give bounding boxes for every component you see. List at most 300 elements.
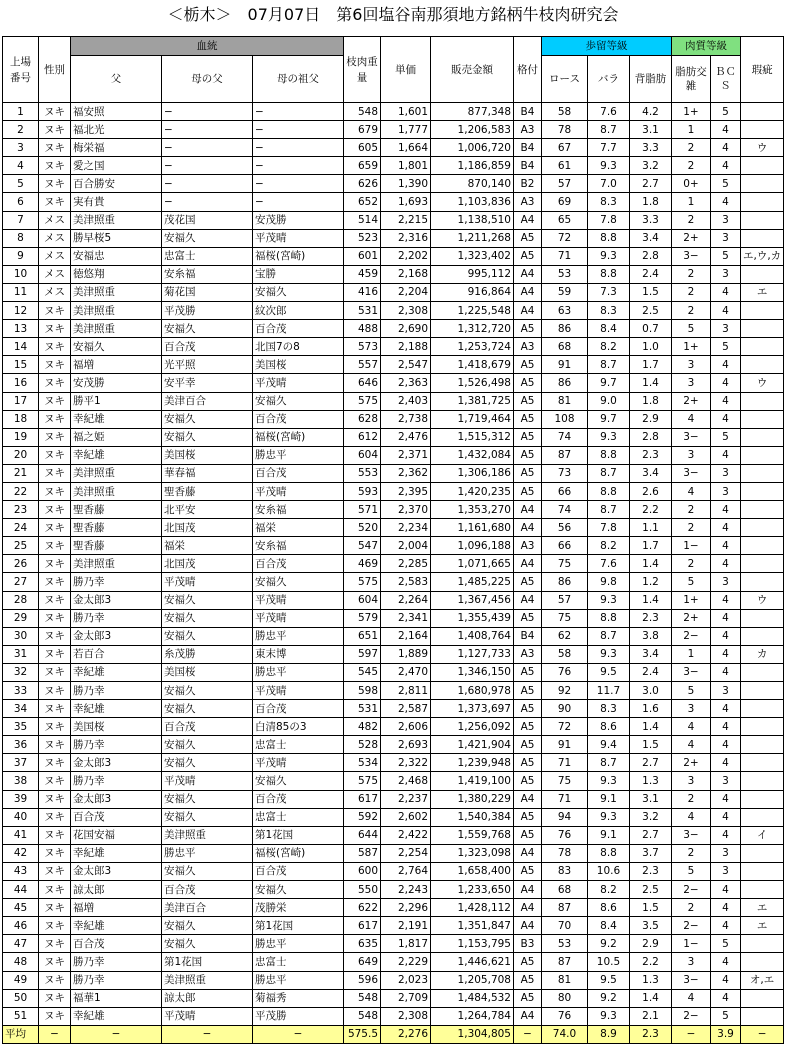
cell-dam-grandsire: 菊福秀: [253, 989, 344, 1007]
table-row: [3, 139, 784, 157]
cell-sales: 1,420,235: [431, 482, 514, 500]
cell-no: 16: [3, 374, 39, 392]
cell-marbling: 3: [672, 772, 711, 790]
cell-rib: 9.3: [588, 772, 630, 790]
cell-no: 39: [3, 790, 39, 808]
table-row: [3, 826, 784, 844]
cell-sire: 福之姫: [71, 428, 162, 446]
cell-marbling: 3: [672, 356, 711, 374]
cell-sire: 福安照: [71, 103, 162, 121]
col-header-grade: 格付: [514, 37, 542, 103]
cell-rib: 7.3: [588, 283, 630, 301]
cell-sex: ヌキ: [39, 374, 71, 392]
cell-backfat: 1.6: [630, 700, 672, 718]
cell-backfat: 1.5: [630, 899, 672, 917]
cell-weight: 523: [344, 229, 381, 247]
cell-weight: 598: [344, 682, 381, 700]
cell-rib: 10.6: [588, 862, 630, 880]
cell-unit-price: 2,243: [381, 881, 431, 899]
cell-marbling: 0+: [672, 175, 711, 193]
cell-grade: A5: [514, 392, 542, 410]
cell-loin: 90: [542, 700, 588, 718]
cell-unit-price: 2,602: [381, 808, 431, 826]
cell-sex: メス: [39, 229, 71, 247]
cell-backfat: 3.8: [630, 627, 672, 645]
cell-sire: 勝乃幸: [71, 573, 162, 591]
cell-marbling: 2: [672, 501, 711, 519]
cell-no: 51: [3, 1007, 39, 1025]
cell-bcs: 3: [711, 211, 741, 229]
cell-backfat: 1.3: [630, 772, 672, 790]
cell-backfat: 2.9: [630, 410, 672, 428]
cell-marbling: 4: [672, 989, 711, 1007]
cell-weight: 649: [344, 953, 381, 971]
cell-rib: 8.7: [588, 464, 630, 482]
cell-sales: 877,348: [431, 103, 514, 121]
cell-bcs: 5: [711, 1007, 741, 1025]
cell-sex: ヌキ: [39, 338, 71, 356]
cell-bcs: 4: [711, 700, 741, 718]
cell-rib: 8.4: [588, 320, 630, 338]
avg-defect: −: [741, 1025, 784, 1043]
cell-no: 38: [3, 772, 39, 790]
cell-defect: [741, 537, 784, 555]
cell-bcs: 4: [711, 356, 741, 374]
cell-marbling: 3−: [672, 428, 711, 446]
avg-weight: 575.5: [344, 1025, 381, 1043]
cell-dam-sire: 安福久: [162, 591, 253, 609]
cell-sire: 美津照重: [71, 283, 162, 301]
cell-sex: ヌキ: [39, 826, 71, 844]
cell-marbling: 5: [672, 682, 711, 700]
cell-unit-price: 2,371: [381, 446, 431, 464]
cell-sales: 1,161,680: [431, 519, 514, 537]
cell-sales: 1,380,229: [431, 790, 514, 808]
cell-dam-sire: −: [162, 157, 253, 175]
cell-sex: ヌキ: [39, 700, 71, 718]
cell-unit-price: 2,254: [381, 844, 431, 862]
cell-rib: 9.8: [588, 573, 630, 591]
cell-unit-price: 2,234: [381, 519, 431, 537]
cell-loin: 53: [542, 265, 588, 283]
cell-dam-sire: 安平幸: [162, 374, 253, 392]
cell-loin: 108: [542, 410, 588, 428]
cell-sex: ヌキ: [39, 645, 71, 663]
cell-loin: 59: [542, 283, 588, 301]
cell-loin: 75: [542, 772, 588, 790]
cell-dam-sire: 平茂晴: [162, 772, 253, 790]
cell-unit-price: 2,308: [381, 1007, 431, 1025]
cell-no: 43: [3, 862, 39, 880]
cell-sex: ヌキ: [39, 464, 71, 482]
cell-sire: 美国桜: [71, 718, 162, 736]
cell-unit-price: 2,547: [381, 356, 431, 374]
cell-marbling: 2+: [672, 229, 711, 247]
cell-bcs: 5: [711, 428, 741, 446]
cell-dam-grandsire: 第1花国: [253, 917, 344, 935]
cell-sales: 1,096,188: [431, 537, 514, 555]
cell-rib: 8.3: [588, 700, 630, 718]
cell-sex: ヌキ: [39, 193, 71, 211]
cell-weight: 601: [344, 247, 381, 265]
cell-grade: A4: [514, 899, 542, 917]
cell-marbling: 2: [672, 265, 711, 283]
cell-unit-price: 2,308: [381, 302, 431, 320]
cell-backfat: 2.8: [630, 428, 672, 446]
cell-weight: 514: [344, 211, 381, 229]
cell-sex: ヌキ: [39, 157, 71, 175]
cell-marbling: 1+: [672, 103, 711, 121]
cell-rib: 9.3: [588, 645, 630, 663]
cell-marbling: 4: [672, 736, 711, 754]
cell-defect: [741, 211, 784, 229]
cell-dam-sire: 美国桜: [162, 446, 253, 464]
cell-bcs: 4: [711, 555, 741, 573]
cell-unit-price: 2,168: [381, 265, 431, 283]
cell-dam-grandsire: 安糸福: [253, 537, 344, 555]
cell-dam-sire: 第1花国: [162, 953, 253, 971]
cell-dam-sire: 安福久: [162, 862, 253, 880]
cell-dam-grandsire: 百合茂: [253, 862, 344, 880]
cell-dam-grandsire: 平茂晴: [253, 482, 344, 500]
cell-dam-grandsire: 忠富士: [253, 953, 344, 971]
cell-marbling: 3−: [672, 464, 711, 482]
cell-sire: 美津照重: [71, 482, 162, 500]
cell-no: 41: [3, 826, 39, 844]
cell-loin: 76: [542, 826, 588, 844]
cell-dam-sire: 忠富士: [162, 247, 253, 265]
cell-bcs: 4: [711, 663, 741, 681]
cell-sales: 1,205,708: [431, 971, 514, 989]
cell-backfat: 2.3: [630, 862, 672, 880]
cell-grade: A4: [514, 1007, 542, 1025]
cell-dam-sire: 安福久: [162, 754, 253, 772]
col-header-rib: バラ: [588, 56, 630, 103]
cell-loin: 91: [542, 736, 588, 754]
cell-dam-grandsire: −: [253, 103, 344, 121]
cell-dam-grandsire: −: [253, 175, 344, 193]
cell-defect: [741, 501, 784, 519]
cell-defect: [741, 627, 784, 645]
cell-dam-grandsire: 忠富士: [253, 808, 344, 826]
cell-dam-sire: 華春福: [162, 464, 253, 482]
cell-sire: 幸紀雄: [71, 446, 162, 464]
cell-bcs: 4: [711, 881, 741, 899]
cell-sire: 福増: [71, 356, 162, 374]
cell-dam-sire: 諒太郎: [162, 989, 253, 1007]
cell-sales: 1,211,268: [431, 229, 514, 247]
cell-weight: 575: [344, 573, 381, 591]
cell-defect: [741, 302, 784, 320]
cell-marbling: 4: [672, 718, 711, 736]
cell-dam-grandsire: 安福久: [253, 283, 344, 301]
cell-sire: 聖香藤: [71, 501, 162, 519]
table-row: [3, 501, 784, 519]
cell-unit-price: 2,403: [381, 392, 431, 410]
table-row: [3, 645, 784, 663]
cell-backfat: 3.3: [630, 211, 672, 229]
cell-weight: 646: [344, 374, 381, 392]
table-row: [3, 971, 784, 989]
cell-sire: 金太郎3: [71, 862, 162, 880]
cell-dam-sire: 北国茂: [162, 519, 253, 537]
cell-grade: A4: [514, 591, 542, 609]
cell-sex: ヌキ: [39, 139, 71, 157]
cell-no: 36: [3, 736, 39, 754]
cell-grade: A5: [514, 772, 542, 790]
cell-backfat: 1.8: [630, 193, 672, 211]
cell-loin: 69: [542, 193, 588, 211]
cell-sales: 1,432,084: [431, 446, 514, 464]
cell-marbling: 3: [672, 446, 711, 464]
cell-backfat: 1.4: [630, 374, 672, 392]
cell-grade: A4: [514, 844, 542, 862]
cell-dam-grandsire: 忠富士: [253, 736, 344, 754]
cell-sales: 1,559,768: [431, 826, 514, 844]
cell-bcs: 3: [711, 482, 741, 500]
cell-grade: A5: [514, 718, 542, 736]
cell-no: 2: [3, 121, 39, 139]
cell-bcs: 5: [711, 935, 741, 953]
col-header-backfat: 背脂肪: [630, 56, 672, 103]
cell-bcs: 4: [711, 989, 741, 1007]
cell-marbling: 2: [672, 139, 711, 157]
table-row: [3, 682, 784, 700]
table-row: [3, 700, 784, 718]
cell-backfat: 3.1: [630, 121, 672, 139]
cell-backfat: 2.2: [630, 953, 672, 971]
cell-loin: 76: [542, 663, 588, 681]
cell-no: 25: [3, 537, 39, 555]
cell-no: 7: [3, 211, 39, 229]
cell-grade: A4: [514, 265, 542, 283]
cell-dam-grandsire: 百合茂: [253, 464, 344, 482]
cell-dam-grandsire: 福桜(宮崎): [253, 844, 344, 862]
cell-dam-sire: 安福久: [162, 682, 253, 700]
cell-loin: 80: [542, 989, 588, 1007]
cell-dam-sire: 百合茂: [162, 338, 253, 356]
cell-dam-grandsire: 百合茂: [253, 790, 344, 808]
cell-weight: 626: [344, 175, 381, 193]
cell-sire: 百合茂: [71, 808, 162, 826]
cell-defect: [741, 953, 784, 971]
cell-sire: 幸紀雄: [71, 917, 162, 935]
cell-defect: [741, 410, 784, 428]
cell-dam-sire: 福栄: [162, 537, 253, 555]
cell-no: 50: [3, 989, 39, 1007]
avg-marbling: −: [672, 1025, 711, 1043]
cell-loin: 72: [542, 718, 588, 736]
cell-defect: カ: [741, 645, 784, 663]
cell-defect: [741, 482, 784, 500]
cell-loin: 94: [542, 808, 588, 826]
cell-defect: [741, 157, 784, 175]
cell-sex: ヌキ: [39, 591, 71, 609]
cell-dam-sire: 安福久: [162, 627, 253, 645]
cell-sire: 実有貴: [71, 193, 162, 211]
cell-bcs: 4: [711, 392, 741, 410]
cell-dam-sire: 安福久: [162, 808, 253, 826]
cell-sire: 美津照重: [71, 464, 162, 482]
cell-no: 27: [3, 573, 39, 591]
cell-dam-grandsire: 平茂晴: [253, 591, 344, 609]
cell-dam-sire: 美津百合: [162, 899, 253, 917]
col-header-marbling: 脂肪交雑: [672, 56, 711, 103]
cell-dam-sire: −: [162, 121, 253, 139]
cell-no: 35: [3, 718, 39, 736]
cell-weight: 520: [344, 519, 381, 537]
cell-dam-sire: −: [162, 193, 253, 211]
table-row: [3, 718, 784, 736]
cell-rib: 8.4: [588, 917, 630, 935]
cell-unit-price: 2,583: [381, 573, 431, 591]
cell-sire: 聖香藤: [71, 537, 162, 555]
cell-weight: 617: [344, 790, 381, 808]
cell-sire: 勝乃幸: [71, 682, 162, 700]
cell-rib: 8.2: [588, 881, 630, 899]
cell-bcs: 4: [711, 410, 741, 428]
table-row: [3, 663, 784, 681]
cell-dam-grandsire: 勝忠平: [253, 446, 344, 464]
cell-loin: 92: [542, 682, 588, 700]
cell-backfat: 3.5: [630, 917, 672, 935]
cell-weight: 605: [344, 139, 381, 157]
cell-dam-grandsire: 北国7の8: [253, 338, 344, 356]
cell-loin: 68: [542, 338, 588, 356]
cell-dam-grandsire: 安糸福: [253, 501, 344, 519]
cell-dam-grandsire: −: [253, 157, 344, 175]
cell-dam-grandsire: 白清85の3: [253, 718, 344, 736]
cell-dam-grandsire: −: [253, 193, 344, 211]
cell-marbling: 3−: [672, 247, 711, 265]
cell-no: 15: [3, 356, 39, 374]
cell-marbling: 3−: [672, 663, 711, 681]
cell-sales: 1,312,720: [431, 320, 514, 338]
cell-unit-price: 2,606: [381, 718, 431, 736]
table-row: [3, 627, 784, 645]
cell-bcs: 3: [711, 844, 741, 862]
cell-sales: 1,225,548: [431, 302, 514, 320]
cell-defect: エ: [741, 899, 784, 917]
avg-unit-price: 2,276: [381, 1025, 431, 1043]
cell-sire: 梅栄福: [71, 139, 162, 157]
avg-dam-sire: −: [162, 1025, 253, 1043]
cell-loin: 68: [542, 881, 588, 899]
cell-no: 21: [3, 464, 39, 482]
avg-rib: 8.9: [588, 1025, 630, 1043]
cell-sales: 1,346,150: [431, 663, 514, 681]
cell-weight: 557: [344, 356, 381, 374]
cell-no: 20: [3, 446, 39, 464]
cell-sire: 金太郎3: [71, 627, 162, 645]
cell-dam-grandsire: 百合茂: [253, 410, 344, 428]
cell-weight: 652: [344, 193, 381, 211]
cell-rib: 9.3: [588, 591, 630, 609]
cell-rib: 8.2: [588, 537, 630, 555]
cell-dam-sire: 平茂晴: [162, 573, 253, 591]
cell-sales: 1,421,904: [431, 736, 514, 754]
cell-backfat: 1.2: [630, 573, 672, 591]
cell-sire: 安茂勝: [71, 374, 162, 392]
cell-dam-grandsire: 平茂晴: [253, 754, 344, 772]
cell-unit-price: 1,693: [381, 193, 431, 211]
cell-sex: ヌキ: [39, 410, 71, 428]
cell-dam-grandsire: 勝忠平: [253, 935, 344, 953]
cell-sex: ヌキ: [39, 519, 71, 537]
cell-backfat: 1.4: [630, 718, 672, 736]
cell-no: 30: [3, 627, 39, 645]
cell-weight: 622: [344, 899, 381, 917]
cell-rib: 8.2: [588, 338, 630, 356]
cell-backfat: 3.4: [630, 464, 672, 482]
cell-sex: ヌキ: [39, 392, 71, 410]
cell-weight: 550: [344, 881, 381, 899]
cell-loin: 63: [542, 302, 588, 320]
cell-sire: 安福久: [71, 338, 162, 356]
table-row: [3, 103, 784, 121]
col-header-dam-sire: 母の父: [162, 56, 253, 103]
cell-bcs: 3: [711, 772, 741, 790]
cell-dam-grandsire: 勝忠平: [253, 627, 344, 645]
table-row: [3, 283, 784, 301]
cell-weight: 592: [344, 808, 381, 826]
cell-unit-price: 2,316: [381, 229, 431, 247]
cell-weight: 547: [344, 537, 381, 555]
cell-no: 33: [3, 682, 39, 700]
cell-sex: ヌキ: [39, 917, 71, 935]
cell-backfat: 1.0: [630, 338, 672, 356]
cell-bcs: 3: [711, 320, 741, 338]
cell-grade: A5: [514, 736, 542, 754]
cell-marbling: 1+: [672, 591, 711, 609]
cell-no: 37: [3, 754, 39, 772]
cell-defect: [741, 609, 784, 627]
cell-backfat: 1.7: [630, 537, 672, 555]
table-row: [3, 428, 784, 446]
cell-defect: [741, 844, 784, 862]
cell-sales: 1,526,498: [431, 374, 514, 392]
cell-backfat: 2.8: [630, 247, 672, 265]
cell-backfat: 2.5: [630, 302, 672, 320]
cell-backfat: 1.5: [630, 736, 672, 754]
cell-sire: 諒太郎: [71, 881, 162, 899]
cell-grade: A5: [514, 609, 542, 627]
cell-no: 10: [3, 265, 39, 283]
cell-loin: 62: [542, 627, 588, 645]
cell-backfat: 2.1: [630, 1007, 672, 1025]
cell-grade: A5: [514, 663, 542, 681]
cell-sex: ヌキ: [39, 627, 71, 645]
cell-unit-price: 2,764: [381, 862, 431, 880]
cell-rib: 9.5: [588, 663, 630, 681]
cell-sex: ヌキ: [39, 736, 71, 754]
cell-bcs: 4: [711, 283, 741, 301]
cell-sex: ヌキ: [39, 953, 71, 971]
cell-sire: 百合勝安: [71, 175, 162, 193]
cell-defect: [741, 808, 784, 826]
table-row: [3, 193, 784, 211]
cell-no: 42: [3, 844, 39, 862]
cell-sex: ヌキ: [39, 446, 71, 464]
avg-loin: 74.0: [542, 1025, 588, 1043]
cell-rib: 9.1: [588, 790, 630, 808]
cell-defect: [741, 229, 784, 247]
col-header-no: 上場番号: [3, 37, 39, 103]
cell-defect: [741, 446, 784, 464]
avg-dam-grandsire: −: [253, 1025, 344, 1043]
cell-sales: 1,367,456: [431, 591, 514, 609]
cell-unit-price: 2,164: [381, 627, 431, 645]
